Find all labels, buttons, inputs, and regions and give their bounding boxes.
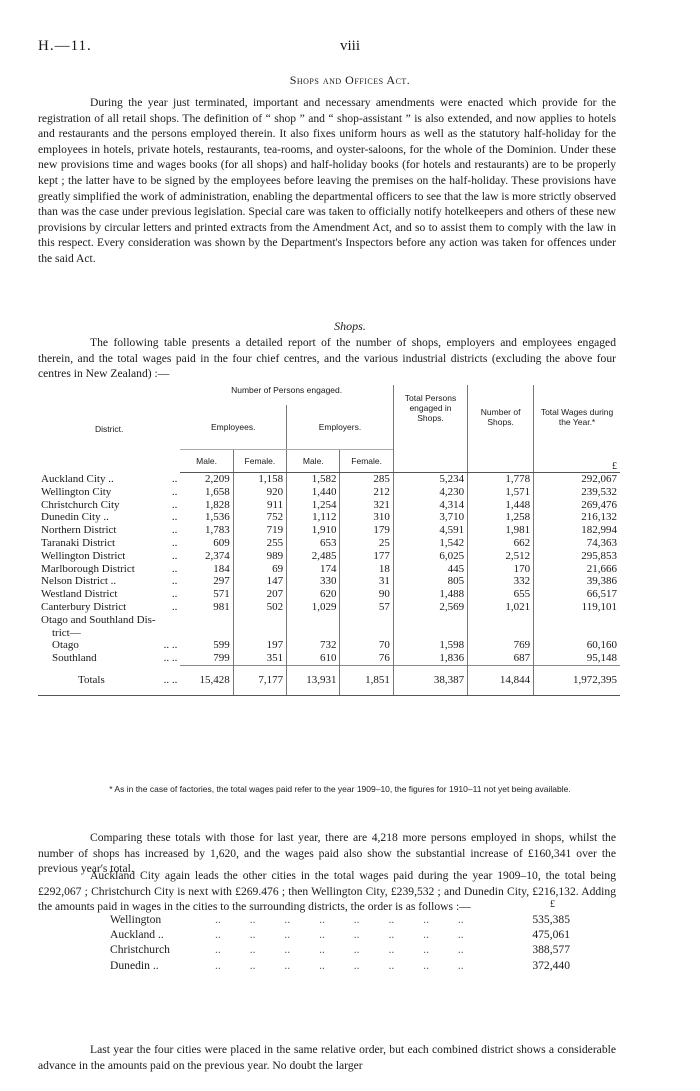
district-name: Otago and Southland Dis- (41, 613, 156, 626)
cell-rf: 285 (340, 473, 393, 486)
cell-ef: 147 (233, 575, 286, 588)
closing-paragraph: Last year the four cities were placed in the same relative order, but each combined district shows a considerable advance in the amounts paid on the previous year. No doubt the larger (38, 1043, 616, 1072)
order-currency: £ (550, 899, 555, 910)
totals-label: Totals (78, 673, 105, 686)
district-cell (38, 601, 180, 614)
auckland-paragraph: Auckland City again leads the other cities in the total wages paid during the year 1909–10, the total being £292,067 ; Christchurch City is next with £269.476 ; then Wellington City, £239,532 ; and Dunedin City, £216,132. Adding the amounts paid in wages in the cities to the surrounding districts, the order is as follows :— (38, 869, 616, 914)
cell-wages: 182,994 (534, 524, 620, 537)
cell-shops: 1,021 (468, 601, 534, 614)
cell-ef: 752 (233, 511, 286, 524)
list-item (110, 943, 570, 958)
cell-shops: 1,571 (468, 486, 534, 499)
leader-dots: .. .. .. .. .. .. .. .. (215, 928, 464, 942)
cell-tot: 4,314 (393, 499, 467, 512)
leader-dots: .. .. .. .. .. .. .. .. (215, 913, 464, 926)
comparison-paragraph: Comparing these totals with those for last year, there are 4,218 more persons employed in shops, whilst the number of shops has increased by 1,620, and the wages paid also show the substantial increase of £160,341 over the previous year's total. (38, 831, 616, 876)
cell-tot: 1,598 (393, 639, 467, 652)
cell-rm: 330 (287, 575, 340, 588)
cell-wages: 119,101 (534, 601, 620, 614)
cell-wages: 66,517 (534, 588, 620, 601)
district-cell (38, 614, 180, 627)
list-item (110, 959, 570, 974)
table-footnote: * As in the case of factories, the total wages paid refer to the year 1909–10, the figures for 1910–11 not yet being available. (109, 784, 571, 794)
city-name: Dunedin .. (110, 958, 159, 972)
district-cell (38, 550, 180, 563)
cell-em: 1,658 (204, 485, 230, 498)
total-em: 15,428 (180, 665, 233, 695)
cell-wages: 39,386 (534, 575, 620, 588)
cell-em: 1,783 (204, 524, 230, 537)
cell-tot: 1,488 (393, 588, 467, 601)
district-name: Auckland City .. (41, 472, 114, 485)
sub-employers-male: Male. (287, 450, 340, 473)
list-item (110, 928, 570, 943)
district-name: Taranaki District (41, 536, 116, 549)
cell-rf: 76 (340, 652, 393, 665)
cell-ef: 1,158 (233, 473, 286, 486)
leader-dots: .. (171, 575, 178, 588)
cell-em: 1,828 (204, 498, 230, 511)
table-row (38, 639, 620, 652)
sub-employers-female: Female. (340, 450, 393, 473)
page-reference: H.—11. (38, 38, 92, 54)
cell-tot (393, 627, 467, 640)
cell-wages: 292,067 (534, 473, 620, 486)
leader-dots: .. .. (163, 673, 178, 686)
district-name: Christchurch City (41, 498, 120, 511)
district-cell (38, 499, 180, 512)
district-name: Southland (52, 652, 97, 665)
cell-shops: 687 (468, 652, 534, 665)
cell-shops: 662 (468, 537, 534, 550)
leader-dots: .. (171, 600, 178, 613)
cell-ef: 255 (233, 537, 286, 550)
cell-tot: 4,591 (393, 524, 467, 537)
cell-wages: 269,476 (534, 499, 620, 512)
cell-shops: 1,981 (468, 524, 534, 537)
table-row (38, 499, 620, 512)
cell-wages: 60,160 (534, 639, 620, 652)
cell-wages: 21,666 (534, 563, 620, 576)
cell-rf: 90 (340, 588, 393, 601)
cell-rm: 174 (287, 563, 340, 576)
cell-ef: 719 (233, 524, 286, 537)
cell-ef: 911 (233, 499, 286, 512)
page-number: viii (339, 38, 360, 54)
cell-ef: 989 (233, 550, 286, 563)
total-tot: 38,387 (393, 665, 467, 695)
cell-wages (534, 627, 620, 640)
cell-em (180, 627, 233, 640)
cell-rf: 57 (340, 601, 393, 614)
cell-rm: 1,910 (287, 524, 340, 537)
district-name: Wellington District (41, 549, 126, 562)
cell-ef: 207 (233, 588, 286, 601)
city-wages: 372,440 (532, 958, 570, 972)
cell-tot: 2,569 (393, 601, 467, 614)
total-wages: 1,972,395 (534, 665, 620, 695)
city-name: Wellington (110, 913, 162, 926)
cell-em: 609 (213, 536, 230, 549)
table-row (38, 563, 620, 576)
leader-dots: .. .. (163, 652, 178, 665)
cell-rm (287, 614, 340, 627)
cell-rf: 25 (340, 537, 393, 550)
district-name: Otago (52, 639, 79, 652)
section-title: Shops and Offices Act. (289, 73, 411, 87)
cell-wages: 239,532 (534, 486, 620, 499)
city-name: Auckland .. (110, 928, 164, 942)
cell-rm: 620 (287, 588, 340, 601)
cell-tot: 1,542 (393, 537, 467, 550)
wages-order-list (110, 913, 570, 974)
cell-shops: 769 (468, 639, 534, 652)
cell-em: 571 (213, 588, 230, 601)
district-name: Nelson District .. (41, 575, 117, 588)
cell-em: 2,209 (204, 473, 230, 485)
cell-shops (468, 614, 534, 627)
col-wages: Total Wages during the Year.* (534, 385, 620, 450)
shops-subtitle: Shops. (334, 319, 366, 333)
cell-rm: 610 (287, 652, 340, 665)
district-cell (38, 537, 180, 550)
leader-dots: .. (171, 511, 178, 524)
cell-em: 1,536 (204, 511, 230, 524)
cell-rm: 732 (287, 639, 340, 652)
cell-ef (233, 614, 286, 627)
district-name: Wellington City (41, 485, 112, 498)
city-wages: 388,577 (532, 943, 570, 957)
col-employers: Employers. (287, 405, 394, 450)
totals-label-cell (38, 665, 180, 695)
shops-table (38, 385, 620, 696)
cell-tot (393, 614, 467, 627)
cell-em: 2,374 (204, 549, 230, 562)
cell-tot: 5,234 (393, 473, 467, 486)
leader-dots: .. (171, 485, 178, 498)
col-employees: Employees. (180, 405, 286, 450)
district-name: Canterbury District (41, 600, 127, 613)
table-row (38, 537, 620, 550)
district-name: Marlborough District (41, 562, 135, 575)
cell-ef (233, 627, 286, 640)
table-row (38, 511, 620, 524)
cell-ef: 351 (233, 652, 286, 665)
cell-rf: 70 (340, 639, 393, 652)
col-persons-engaged: Number of Persons engaged. (231, 385, 343, 395)
cell-ef: 502 (233, 601, 286, 614)
cell-shops: 1,778 (468, 473, 534, 486)
table-row (38, 601, 620, 614)
sub-employees-female: Female. (233, 450, 286, 473)
cell-rf (340, 627, 393, 640)
city-name: Christchurch (110, 943, 170, 957)
list-item (110, 913, 570, 928)
total-rf: 1,851 (340, 665, 393, 695)
cell-em: 297 (213, 575, 230, 588)
cell-wages: 95,148 (534, 652, 620, 665)
table-row (38, 575, 620, 588)
cell-rm: 1,029 (287, 601, 340, 614)
cell-rf: 177 (340, 550, 393, 563)
cell-tot: 445 (393, 563, 467, 576)
cell-rm: 2,485 (287, 550, 340, 563)
leader-dots: .. .. .. .. .. .. .. .. (215, 943, 464, 957)
cell-rf: 179 (340, 524, 393, 537)
cell-rm (287, 627, 340, 640)
cell-shops: 1,258 (468, 511, 534, 524)
district-cell (38, 524, 180, 537)
intro-paragraph: During the year just terminated, important and necessary amendments were enacted which provide for the registration of all retail shops. The definition of “ shop ” and “ shop-assistant ” is also extended, and now applies to hotels and restaurants and the persons employed therein. It also fixes uniform hours as well as the statutory half-holiday for the employees in hotels, private hotels, restaurants, tea-rooms, and oyster-saloons, for the whole of the Dominion. Under these new provisions time and wages books (for all shops) and half-holiday books (for hotels and restaurants) are to be properly kept ; the latter have to be signed by the employees before leaving the premises on the half-holiday. These provisions have greatly simplified the work of administration, enabling the departmental officers to see that the law is more strictly observed than was the case under previous legislation. Special care was taken to officially notify hotelkeepers and others of these new provisions by circular letters and printed extracts from the Amendment Act, and so to assist them to comply with the law in this respect. Every consideration was shown by the Department's Inspectors before any action was taken for offences under the said Act. (38, 96, 616, 265)
table-row (38, 486, 620, 499)
total-shops: 14,844 (468, 665, 534, 695)
cell-em: 184 (213, 562, 230, 575)
cell-em: 981 (213, 600, 230, 613)
total-rm: 13,931 (287, 665, 340, 695)
district-cell (38, 588, 180, 601)
cell-tot: 3,710 (393, 511, 467, 524)
cell-rm: 1,254 (287, 499, 340, 512)
cell-rm: 1,582 (287, 473, 340, 486)
district-name: Dunedin City .. (41, 511, 109, 524)
cell-wages: 216,132 (534, 511, 620, 524)
leader-dots: .. (171, 549, 178, 562)
cell-shops: 655 (468, 588, 534, 601)
total-ef: 7,177 (233, 665, 286, 695)
city-wages: 475,061 (532, 928, 570, 942)
col-shops: Number of Shops. (468, 385, 534, 450)
district-cell (38, 627, 180, 640)
cell-em: 799 (213, 652, 230, 665)
table-row (38, 524, 620, 537)
table-row (38, 614, 620, 627)
sub-employees-male: Male. (180, 450, 233, 473)
leader-dots: .. (171, 524, 178, 537)
cell-ef: 69 (233, 563, 286, 576)
district-cell (38, 473, 180, 486)
district-cell (38, 639, 180, 652)
district-cell (38, 652, 180, 665)
leader-dots: .. .. .. .. .. .. .. .. (215, 958, 464, 972)
leader-dots: .. (171, 562, 178, 575)
leader-dots: .. (171, 588, 178, 601)
cell-rf: 310 (340, 511, 393, 524)
totals-row (38, 665, 620, 695)
leader-dots: .. .. (163, 639, 178, 652)
cell-rf: 212 (340, 486, 393, 499)
city-wages: 535,385 (532, 913, 570, 926)
currency-symbol: £ (534, 450, 620, 473)
district-cell (38, 486, 180, 499)
table-row (38, 550, 620, 563)
cell-wages: 295,853 (534, 550, 620, 563)
leader-dots: .. (171, 472, 178, 485)
cell-rm: 1,440 (287, 486, 340, 499)
leader-dots: .. (171, 536, 178, 549)
cell-rf: 321 (340, 499, 393, 512)
cell-wages: 74,363 (534, 537, 620, 550)
cell-shops (468, 627, 534, 640)
cell-tot: 805 (393, 575, 467, 588)
district-cell (38, 511, 180, 524)
district-cell (38, 575, 180, 588)
table-row (38, 652, 620, 665)
cell-rm: 653 (287, 537, 340, 550)
table-intro-paragraph: The following table presents a detailed report of the number of shops, employers and employees engaged therein, and the total wages paid in the four chief centres, and the various industrial districts (excluding the above four centres in New Zealand) :— (38, 336, 616, 381)
leader-dots: .. (171, 498, 178, 511)
table-row (38, 588, 620, 601)
cell-rf: 18 (340, 563, 393, 576)
cell-shops: 1,448 (468, 499, 534, 512)
cell-tot: 4,230 (393, 486, 467, 499)
cell-tot: 1,836 (393, 652, 467, 665)
cell-shops: 170 (468, 563, 534, 576)
table-row (38, 473, 620, 486)
cell-ef: 197 (233, 639, 286, 652)
cell-em: 599 (213, 639, 230, 652)
cell-shops: 332 (468, 575, 534, 588)
district-cell (38, 563, 180, 576)
col-district: District. (95, 423, 124, 434)
table-row (38, 627, 620, 640)
cell-rf (340, 614, 393, 627)
district-name: trict— (52, 626, 81, 639)
cell-em (180, 614, 233, 627)
district-name: Westland District (41, 588, 118, 601)
cell-wages (534, 614, 620, 627)
cell-shops: 2,512 (468, 550, 534, 563)
col-total-persons: Total Persons engaged in Shops. (393, 385, 467, 450)
cell-rm: 1,112 (287, 511, 340, 524)
cell-rf: 31 (340, 575, 393, 588)
cell-tot: 6,025 (393, 550, 467, 563)
cell-ef: 920 (233, 486, 286, 499)
district-name: Northern District (41, 524, 117, 537)
